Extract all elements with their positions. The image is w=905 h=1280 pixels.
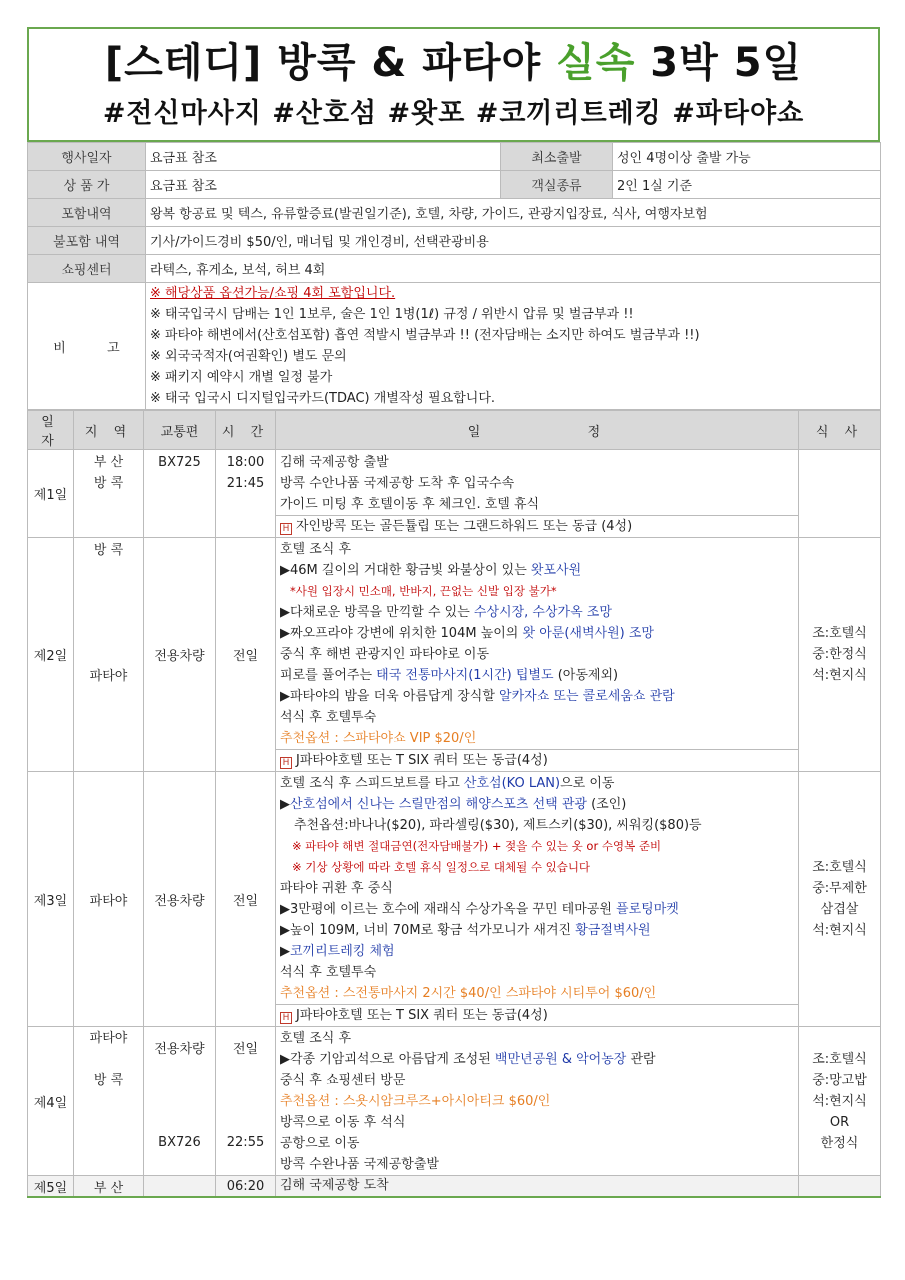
shop-label: 쇼핑센터 <box>28 255 146 283</box>
plan-text: (조인) <box>586 797 627 812</box>
meal: 삼겹살 <box>820 902 859 917</box>
date-label: 행사일자 <box>28 143 146 171</box>
note-line: ※ 태국입국시 담배는 1인 1보루, 술은 1인 1병(1ℓ) 규정 / 위반시 압류 및 벌금부과 !! <box>150 307 634 322</box>
plan-highlight: 코끼리트레킹 체험 <box>290 944 395 959</box>
shop-value: 라텍스, 휴게소, 보석, 허브 4회 <box>146 255 881 283</box>
plan-warning: *사원 입장시 민소매, 반바지, 끈없는 신발 입장 불가* <box>290 584 557 598</box>
hotel-text: 자인방콕 또는 골든튤립 또는 그랜드하워드 또는 동급 (4성) <box>296 519 633 534</box>
meal-cell <box>799 772 881 1027</box>
plan-text: ▶각종 기암괴석으로 아름답게 조성된 <box>280 1052 495 1067</box>
meal: 조:호텔식 <box>812 860 867 875</box>
page-title <box>29 29 878 91</box>
plan-text: ▶ <box>280 797 290 812</box>
price-value: 요금표 참조 <box>146 171 501 199</box>
meal: 중:무제한 <box>812 881 867 896</box>
plan-text: ▶짜오프라야 강변에 위치한 104M 높이의 <box>280 626 523 641</box>
transport-value: BX725 <box>158 455 201 470</box>
plan-highlight: 수상시장, 수상가옥 조망 <box>473 605 612 620</box>
plan-highlight: 산호섬에서 신나는 스릴만점의 해양스포츠 선택 관광 <box>290 797 587 812</box>
plan-line: 석식 후 호텔투숙 <box>280 710 377 725</box>
option-line: 추천옵션 : 스전통마사지 2시간 $40/인 스파타야 시티투어 $60/인 <box>280 986 657 1001</box>
plan-highlight: 태국 전통마사지(1시간) 팁별도 <box>376 668 554 683</box>
plan-line: 호텔 조식 후 <box>280 542 352 557</box>
transport: BX726 <box>158 1135 201 1150</box>
time: 전일 <box>232 1042 259 1057</box>
plan-line: 방콕 수안나품 국제공항 도착 후 입국수속 <box>280 476 515 491</box>
plan-line <box>280 560 794 581</box>
day-row <box>28 538 881 772</box>
meal: 중:한정식 <box>812 647 867 662</box>
hotel-icon: H <box>280 1012 292 1024</box>
excl-label: 불포함 내역 <box>28 227 146 255</box>
excl-value: 기사/가이드경비 $50/인, 매너팁 및 개인경비, 선택관광비용 <box>146 227 881 255</box>
notes-cell <box>146 283 881 410</box>
date-value: 요금표 참조 <box>146 143 501 171</box>
plan-text: 으로 이동 <box>560 776 615 791</box>
time-cell <box>216 450 276 538</box>
meal: 석:현지식 <box>812 923 867 938</box>
incl-value: 왕복 항공료 및 텍스, 유류할증료(발권일기준), 호텔, 차량, 가이드, 관광지입장료, 식사, 여행자보험 <box>146 199 881 227</box>
hdr-day: 일자 <box>28 411 74 450</box>
plan-line <box>280 602 794 623</box>
day-row <box>28 1027 881 1176</box>
transport: 전용차량 <box>144 538 216 772</box>
hotel-icon: H <box>280 523 292 535</box>
day-row <box>28 450 881 538</box>
region: 파타야 <box>89 669 128 684</box>
hotel-text: J파타야호텔 또는 T SIX 쿼터 또는 동급(4성) <box>296 753 548 768</box>
meal-cell <box>799 450 881 538</box>
hashtags: #전신마사지 #산호섬 #왓포 #코끼리트레킹 #파타야쇼 <box>102 98 805 129</box>
plan-line <box>280 920 794 941</box>
option-line: 추천옵션 : 스욧시암크루즈+아시아티크 $60/인 <box>280 1094 551 1109</box>
plan-highlight: 황금절벽사원 <box>575 923 651 938</box>
plan-highlight: 왓포사원 <box>530 563 582 578</box>
incl-label: 포함내역 <box>28 199 146 227</box>
hdr-region: 지 역 <box>74 411 144 450</box>
title-highlight: 실속 <box>556 40 636 86</box>
plan-line: 가이드 미팅 후 호텔이동 후 체크인. 호텔 휴식 <box>280 497 540 512</box>
meal: 조:호텔식 <box>812 1051 867 1067</box>
plan-line: 공항으로 이동 <box>280 1136 360 1151</box>
time: 22:55 <box>226 1135 265 1150</box>
note-line: ※ 패키지 예약시 개별 일정 불가 <box>150 370 333 385</box>
transport: 전용차량 <box>154 1042 205 1057</box>
room-value: 2인 1실 기준 <box>613 171 881 199</box>
hotel-line <box>276 515 798 537</box>
option-line: 추천옵션 : 스파타야쇼 VIP $20/인 <box>280 731 477 746</box>
plan-text: 호텔 조식 후 스피드보트를 타고 <box>280 776 464 791</box>
info-table <box>27 142 881 410</box>
plan-text: ▶다채로운 방콕을 만끽할 수 있는 <box>280 605 474 620</box>
region: 방 콕 <box>93 1073 124 1088</box>
plan-text: ▶높이 109M, 너비 70M로 황금 석가모니가 새겨진 <box>280 923 576 938</box>
hdr-meal: 식 사 <box>799 411 881 450</box>
plan-cell <box>276 538 799 772</box>
meal: 석:현지식 <box>812 1093 867 1109</box>
region: 부 산 <box>93 455 124 470</box>
plan-line: 방콕으로 이동 후 석식 <box>280 1115 406 1130</box>
plan-text: ▶파타야의 밤을 더욱 아름답게 장식할 <box>280 689 500 704</box>
plan-text: (아동제외) <box>553 668 619 683</box>
day-label: 제2일 <box>28 538 74 772</box>
meal: 한정식 <box>820 1135 859 1151</box>
plan-text: ▶46M 길이의 거대한 황금빛 와불상이 있는 <box>280 563 531 578</box>
region: 파타야 <box>89 1031 128 1046</box>
plan-line <box>280 899 794 920</box>
day-label: 제3일 <box>28 772 74 1027</box>
meal: OR <box>829 1114 850 1130</box>
day-row <box>28 772 881 1027</box>
meal-cell <box>799 538 881 772</box>
hotel-line <box>276 749 798 771</box>
region: 부 산 <box>74 1176 144 1198</box>
plan-line <box>280 665 794 686</box>
hotel-line <box>276 1004 798 1026</box>
plan-text: ▶3만평에 이르는 호수에 재래식 수상가옥을 꾸민 테마공원 <box>280 902 617 917</box>
title-suffix: 3박 5일 <box>635 40 803 86</box>
plan-line: 추천옵션:바나나($20), 파라셀링($30), 제트스키($30), 씨워킹($80)등 <box>294 818 702 833</box>
plan-line <box>280 794 794 815</box>
meal-cell <box>799 1027 881 1176</box>
plan-line <box>280 623 794 644</box>
title-box <box>27 27 880 142</box>
plan-cell <box>276 1027 799 1176</box>
price-label: 상 품 가 <box>28 171 146 199</box>
plan-text: 피로를 풀어주는 <box>280 668 377 683</box>
hdr-plan: 일 정 <box>276 411 799 450</box>
note-line: ※ 파타야 해변에서(산호섬포함) 흡연 적발시 벌금부과 !! (전자담배는 소지만 하여도 벌금부과 !!) <box>150 328 700 343</box>
plan-highlight: 왓 아룬(새벽사원) 조망 <box>522 626 654 641</box>
schedule-table <box>27 410 881 1198</box>
plan-line: 방콕 수완나품 국제공항출발 <box>280 1157 439 1172</box>
plan-cell <box>276 450 799 538</box>
day-label: 제1일 <box>28 450 74 538</box>
min-label: 최소출발 <box>501 143 613 171</box>
plan-line: 파타야 귀환 후 중식 <box>280 881 393 896</box>
transport <box>144 450 216 538</box>
plan-line: 중식 후 쇼핑센터 방문 <box>280 1073 406 1088</box>
itinerary-sheet <box>27 27 880 1198</box>
meal: 중:망고밥 <box>812 1072 867 1088</box>
meal: 석:현지식 <box>812 668 867 683</box>
transport: 전용차량 <box>144 772 216 1027</box>
min-value: 성인 4명이상 출발 가능 <box>613 143 881 171</box>
plan-line: 김해 국제공항 출발 <box>280 455 389 470</box>
hdr-transport: 교통편 <box>144 411 216 450</box>
title-prefix: [스테디] 방콕 & 파타야 <box>104 40 557 86</box>
notes-label: 비 고 <box>28 283 146 410</box>
region: 파타야 <box>74 772 144 1027</box>
plan-line: 호텔 조식 후 <box>280 1031 352 1046</box>
transport-cell <box>144 1027 216 1176</box>
day-label: 제5일 <box>28 1176 74 1198</box>
region: 방 콕 <box>93 476 124 491</box>
hotel-text: J파타야호텔 또는 T SIX 쿼터 또는 동급(4성) <box>296 1008 548 1023</box>
region: 방 콕 <box>93 543 124 558</box>
hotel-icon: H <box>280 757 292 769</box>
plan-text: 관람 <box>626 1052 656 1067</box>
plan-highlight: 플로팅마켓 <box>616 902 679 917</box>
transport <box>144 1176 216 1198</box>
meal: 조:호텔식 <box>812 626 867 641</box>
plan-line: 석식 후 호텔투숙 <box>280 965 377 980</box>
note-line: ※ 태국 입국시 디지털입국카드(TDAC) 개별작성 필요합니다. <box>150 391 496 406</box>
time: 전일 <box>216 538 276 772</box>
time: 21:45 <box>226 476 265 491</box>
meal-cell <box>799 1176 881 1198</box>
plan-highlight: 백만년공원 & 악어농장 <box>494 1052 627 1067</box>
day-row <box>28 1176 881 1198</box>
time: 18:00 <box>226 455 265 470</box>
region-cell <box>74 450 144 538</box>
plan-warning: ※ 기상 상황에 따라 호텔 휴식 일정으로 대체될 수 있습니다 <box>292 860 591 874</box>
plan-line <box>280 686 794 707</box>
time: 06:20 <box>216 1176 276 1198</box>
plan-highlight: 알카자쇼 또는 콜로세움쇼 관람 <box>499 689 675 704</box>
time: 전일 <box>216 772 276 1027</box>
note-line: ※ 외국국적자(여권확인) 별도 문의 <box>150 349 347 364</box>
note-line: ※ 해당상품 옵션가능/쇼핑 4회 포함입니다. <box>150 286 396 301</box>
hdr-time: 시 간 <box>216 411 276 450</box>
plan-line <box>280 941 794 962</box>
plan-line: 중식 후 해변 관광지인 파타야로 이동 <box>280 647 490 662</box>
plan-line: 김해 국제공항 도착 <box>276 1176 799 1198</box>
plan-line <box>280 1049 794 1070</box>
region-cell <box>74 538 144 772</box>
time-cell <box>216 1027 276 1176</box>
room-label: 객실종류 <box>501 171 613 199</box>
plan-warning: ※ 파타야 해변 절대금연(전자담배불가) + 젖을 수 있는 옷 or 수영복 준비 <box>292 839 662 853</box>
plan-cell <box>276 772 799 1027</box>
plan-line <box>280 773 794 794</box>
region-cell <box>74 1027 144 1176</box>
plan-text: ▶ <box>280 944 290 959</box>
day-label: 제4일 <box>28 1027 74 1176</box>
plan-highlight: 산호섬(KO LAN) <box>463 776 561 791</box>
